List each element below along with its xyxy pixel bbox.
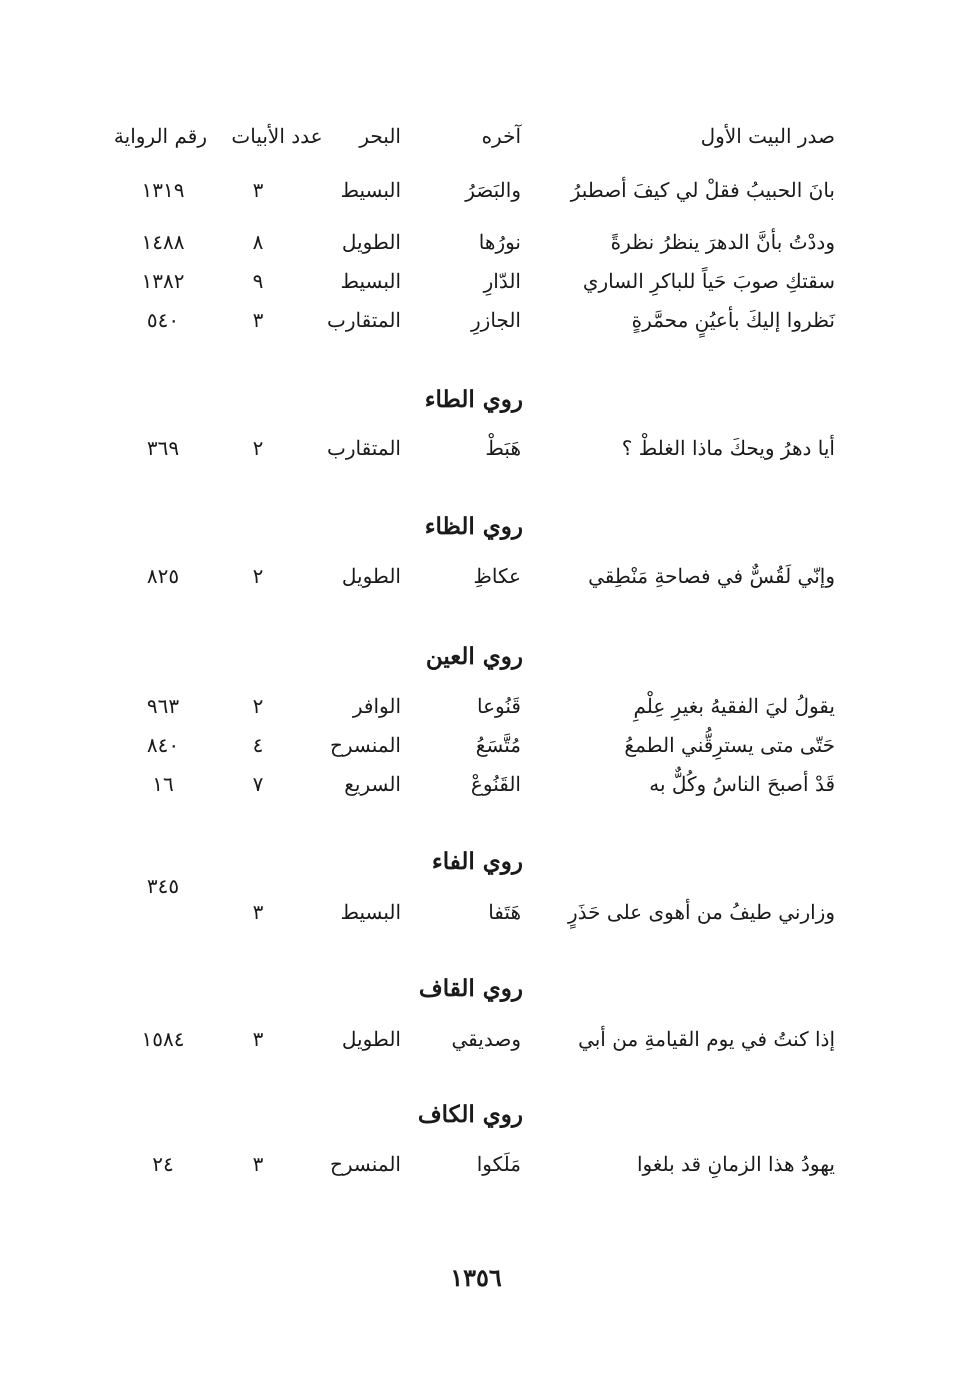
table-row <box>0 764 953 804</box>
section-heading <box>0 507 953 547</box>
section-title-za: روي الظاء <box>424 513 523 540</box>
verse-count: ٢ <box>252 436 264 460</box>
narration-number: ١٤٨٨ <box>141 230 185 254</box>
meter: السريع <box>344 772 401 796</box>
ending: والبَصَرُ <box>465 178 521 202</box>
section-heading <box>0 969 953 1009</box>
first-line: يقولُ ليَ الفقيهُ بغيرِ عِلْمِ <box>633 694 835 718</box>
ending: هَبَطْ <box>485 436 521 460</box>
verse-count: ٣ <box>252 1027 264 1051</box>
header-narration-number: رقم الرواية <box>113 124 207 148</box>
section-title-ayn: روي العين <box>425 643 523 670</box>
table-row <box>0 428 953 468</box>
narration-number: ١٥٨٤ <box>141 1027 185 1051</box>
verse-count: ٣ <box>252 178 264 202</box>
narration-number: ٨٢٥ <box>146 564 180 588</box>
verse-count: ٢ <box>252 694 264 718</box>
section-title-fa: روي الفاء <box>431 848 523 875</box>
first-line: حَتّى متى يسترِقُّني الطمعُ <box>624 733 835 757</box>
ending: مُتَّسَعُ <box>475 733 521 757</box>
narration-number: ٢٤ <box>152 1152 174 1176</box>
section-heading <box>0 637 953 677</box>
narration-number: ٣٦٩ <box>146 436 180 460</box>
verse-count: ٢ <box>252 564 264 588</box>
table-row <box>0 1144 953 1184</box>
table-row <box>0 725 953 765</box>
first-line: يهودُ هذا الزمانِ قد بلغوا <box>636 1152 835 1176</box>
meter: الطويل <box>341 564 401 588</box>
first-line: وزارني طيفُ من أهوى على حَذَرٍ <box>568 900 835 924</box>
narration-number: ١٦ <box>152 772 174 796</box>
ending: عكاظِ <box>473 564 521 588</box>
meter: المنسرح <box>329 1152 401 1176</box>
meter: البسيط <box>340 178 401 202</box>
ending: مَلَكوا <box>476 1152 521 1176</box>
first-line: وددْتُ بأنَّ الدهرَ ينظرُ نظرةً <box>610 230 835 254</box>
meter: المنسرح <box>329 733 401 757</box>
table-row <box>0 686 953 726</box>
meter: البسيط <box>340 269 401 293</box>
header-meter: البحر <box>359 124 401 148</box>
first-line: نَظروا إليكَ بأعيُنٍ محمَّرةٍ <box>631 308 835 332</box>
first-line: سقتكِ صوبَ حَياً للباكرِ الساري <box>582 269 835 293</box>
table-row <box>0 300 953 340</box>
meter: الطويل <box>341 1027 401 1051</box>
meter: المتقارب <box>327 436 401 460</box>
section-heading <box>0 380 953 420</box>
meter: الوافر <box>352 694 401 718</box>
section-title-qaf: روي القاف <box>418 975 523 1002</box>
ending: وصديقي <box>451 1027 521 1051</box>
narration-number: ١٣٨٢ <box>141 269 185 293</box>
narration-number: ٣٤٥ <box>146 874 180 898</box>
narration-number: ٩٦٣ <box>146 694 180 718</box>
narration-number: ٥٤٠ <box>146 308 180 332</box>
ending: نورُها <box>478 230 521 254</box>
table-header <box>0 116 953 156</box>
verse-count: ٣ <box>252 308 264 332</box>
ending: القَنُوعْ <box>470 772 521 796</box>
header-first-line: صدر البيت الأول <box>700 124 835 148</box>
verse-count: ٧ <box>252 772 264 796</box>
header-verse-count: عدد الأبيات <box>231 124 323 148</box>
narration-number: ٨٤٠ <box>146 733 180 757</box>
meter: البسيط <box>340 900 401 924</box>
table-row <box>0 874 953 932</box>
section-heading <box>0 1095 953 1135</box>
page-number: ١٣٥٦ <box>450 1263 502 1292</box>
table-row <box>0 1019 953 1059</box>
first-line: بانَ الحبيبُ فقلْ لي كيفَ أصطبرُ <box>570 178 835 202</box>
first-line: قَدْ أصبحَ الناسُ وكُلٌّ به <box>649 772 835 796</box>
section-title-kaf: روي الكاف <box>417 1101 523 1128</box>
table-row <box>0 222 953 262</box>
verse-count: ٤ <box>252 733 264 757</box>
narration-number: ١٣١٩ <box>141 178 185 202</box>
table-row <box>0 170 953 210</box>
meter: المتقارب <box>327 308 401 332</box>
verse-count: ٣ <box>252 1152 264 1176</box>
ending: الدّارِ <box>483 269 521 293</box>
ending: هَتَفا <box>488 900 521 924</box>
verse-count: ٣ <box>252 900 264 924</box>
table-row <box>0 261 953 301</box>
ending: الجازرِ <box>471 308 521 332</box>
section-title-ta: روي الطاء <box>424 386 523 413</box>
first-line: أيا دهرُ ويحكَ ماذا الغلطْ ؟ <box>621 436 835 460</box>
meter: الطويل <box>341 230 401 254</box>
verse-count: ٩ <box>252 269 264 293</box>
first-line: وإنّي لَقُسٌّ في فصاحةِ مَنْطِقي <box>588 564 835 588</box>
ending: قَنُوعا <box>477 694 521 718</box>
header-ending: آخره <box>481 124 521 148</box>
first-line: إذا كنتُ في يوم القيامةِ من أبي <box>578 1027 835 1051</box>
verse-count: ٨ <box>252 230 264 254</box>
table-row <box>0 556 953 596</box>
